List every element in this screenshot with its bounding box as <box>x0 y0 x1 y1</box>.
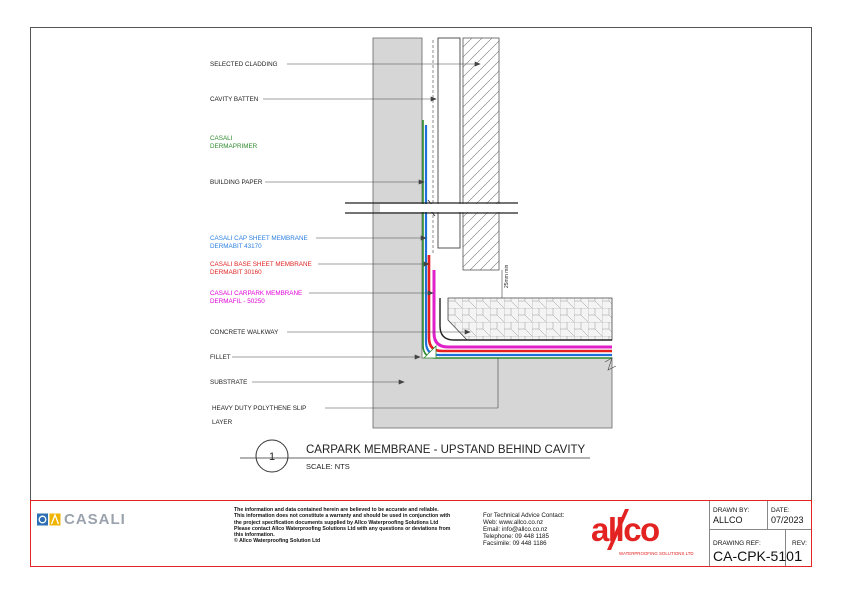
label-primer-line2: DERMAPRIMER <box>210 143 258 150</box>
casali-logo <box>37 511 126 528</box>
concrete-walkway <box>448 298 612 340</box>
grid-divider <box>709 501 710 566</box>
disclaimer-line: The information and data contained herein are believed to be accurate and reliable. <box>234 507 439 513</box>
label-concrete-walkway: CONCRETE WALKWAY <box>210 329 279 336</box>
disclaimer-line: Please contact Allco Waterproofing Solutions Ltd with any questions or deviations from <box>234 525 451 532</box>
label-base-sheet-line2: DERMABIT 30160 <box>210 269 262 276</box>
label-cap-sheet-line2: DERMABIT 43170 <box>210 243 262 250</box>
label-building-paper: BUILDING PAPER <box>210 179 263 186</box>
label-slip-line2: LAYER <box>212 419 233 426</box>
contact-facsimile: Facsimile: 09 448 1186 <box>483 540 547 547</box>
drawing-ref-label: DRAWING REF: <box>713 540 761 547</box>
label-base-sheet-line1: CASALI BASE SHEET MEMBRANE <box>210 261 312 268</box>
allco-logo-tagline: WATERPROOFING SOLUTIONS LTD <box>619 551 694 556</box>
cavity-batten <box>438 38 460 248</box>
contact-telephone: Telephone: 09 448 1185 <box>483 533 549 540</box>
date-label: DATE: <box>771 507 790 514</box>
contact-web[interactable]: Web: www.allco.co.nz <box>483 519 544 526</box>
label-cap-sheet-line1: CASALI CAP SHEET MEMBRANE <box>210 235 308 242</box>
label-primer-line1: CASALI <box>210 135 233 142</box>
label-substrate: SUBSTRATE <box>210 379 248 386</box>
contact-heading: For Technical Advice Contact: <box>483 512 565 519</box>
grid-divider <box>767 501 768 529</box>
casali-logo-text: CASALI <box>64 511 126 528</box>
disclaimer-line: this information. <box>234 532 275 539</box>
drawn-by-label: DRAWN BY: <box>713 507 750 514</box>
label-fillet: FILLET <box>210 354 231 361</box>
allco-logo <box>591 507 701 561</box>
detail-title: CARPARK MEMBRANE - UPSTAND BEHIND CAVITY <box>306 444 586 456</box>
label-selected-cladding: SELECTED CLADDING <box>210 61 278 68</box>
drawing-ref-value: CA-CPK-510 <box>713 548 794 564</box>
label-cavity-batten: CAVITY BATTEN <box>210 96 259 103</box>
disclaimer-line: © Allco Waterproofing Solution Ltd <box>234 538 321 545</box>
dimension-label: 25mm min <box>504 264 510 288</box>
rev-value: 1 <box>794 548 803 565</box>
label-slip-line1: HEAVY DUTY POLYTHENE SLIP <box>212 405 307 412</box>
disclaimer-line: the project specification documents supplied by Allco Waterproofing Solutions Ltd <box>234 519 439 526</box>
detail-number: 1 <box>268 451 276 463</box>
technical-contact <box>483 512 588 547</box>
disclaimer-line: This information does not constitute a warranty and should be used in conjunction with <box>234 513 451 520</box>
allco-logo-word: allco <box>591 511 659 548</box>
rev-label: REV: <box>792 540 807 547</box>
grid-divider <box>709 529 811 530</box>
disclaimer <box>234 507 474 545</box>
casali-logo-icon <box>37 513 61 526</box>
label-carpark-line1: CASALI CARPARK MEMBRANE <box>210 290 303 297</box>
selected-cladding <box>463 38 499 270</box>
drawn-by-value: ALLCO <box>713 515 743 525</box>
date-value: 07/2023 <box>771 515 804 525</box>
label-carpark-line2: DERMAFIL - 50250 <box>210 298 265 305</box>
title-block <box>30 500 812 567</box>
contact-email[interactable]: Email: info@allco.co.nz <box>483 526 548 533</box>
detail-scale: SCALE: NTS <box>306 462 350 471</box>
